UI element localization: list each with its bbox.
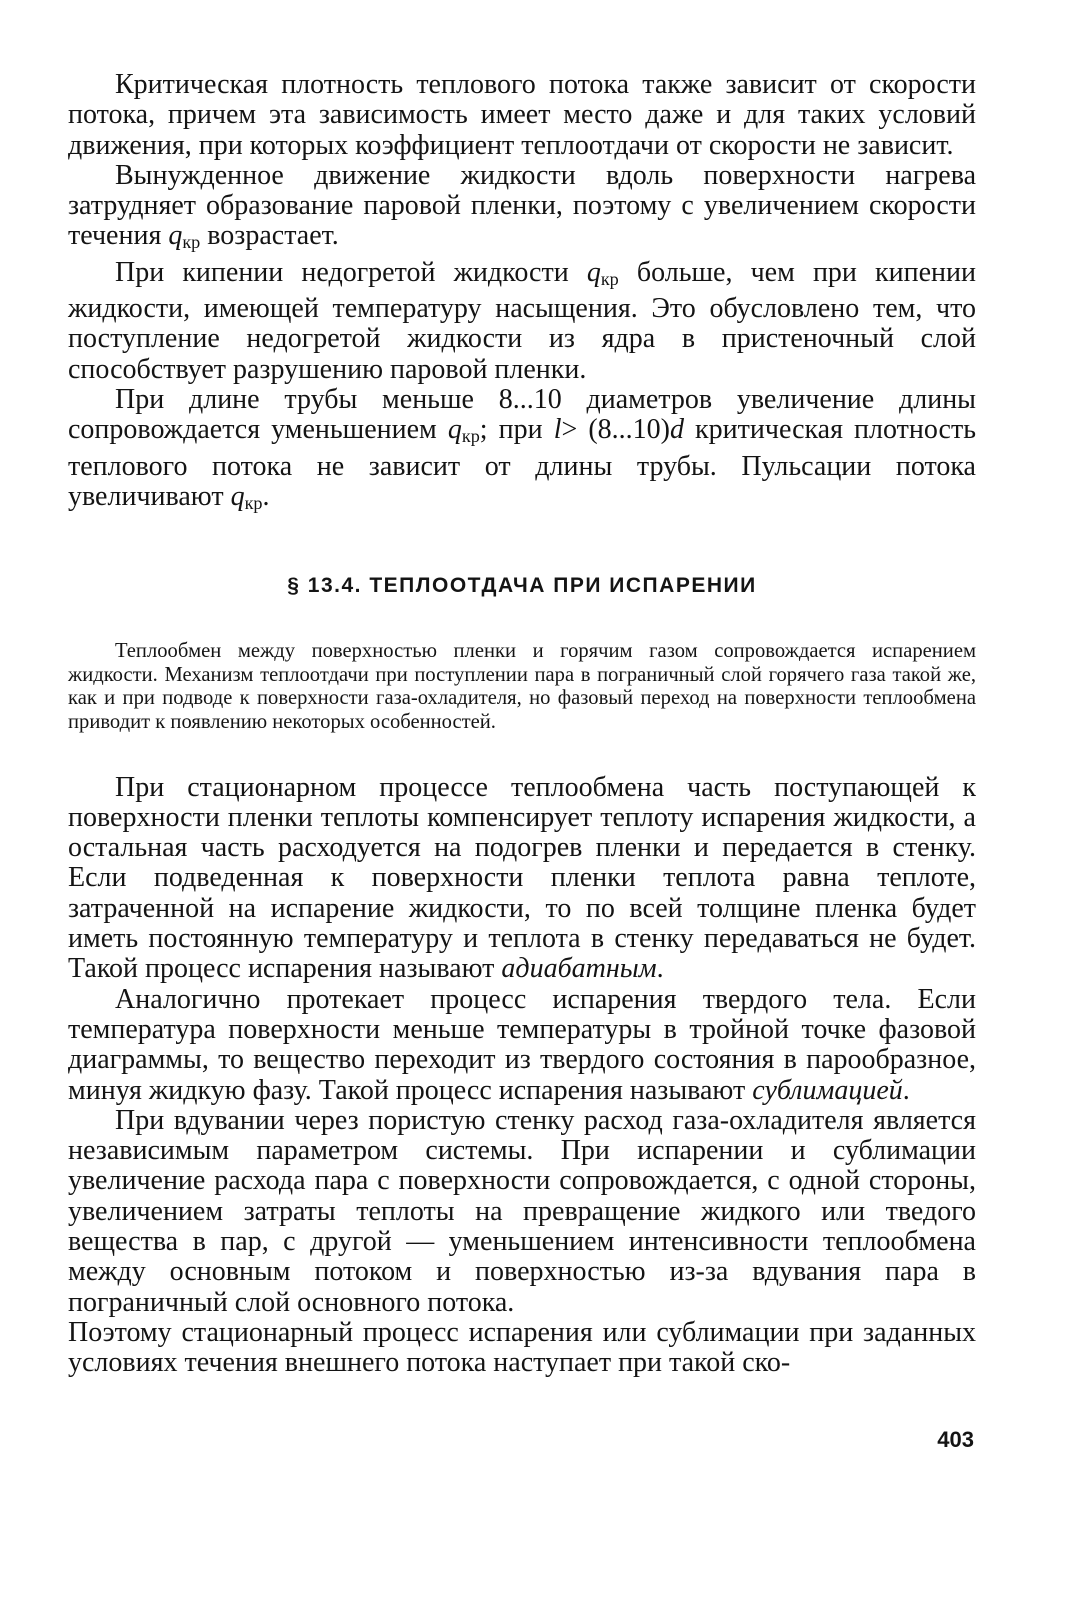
q-symbol: q xyxy=(168,220,183,252)
paragraph-critical-flux-velocity: Критическая плотность теплового потока также зависит от скорости потока, причем эта зависимость имеет место даже и для таких условий движения, при которых коэффициент теплоотдачи от скорости не зависит. xyxy=(68,69,976,161)
q-subscript: кр xyxy=(461,426,480,447)
paragraph-porous-wall: При вдувании через пористую стенку расход газа-охладителя является независимым параметром системы. При испарении и сублимации увеличение расхода пара с поверхности сопровождается, с одной стороны, увеличением затраты теплоты на превращение жидкого или тведого вещества в пар, с другой — уменьшением интенсивности теплообмена между основным потоком и поверхностью из-за вдувания пара в пограничный слой основного потока. xyxy=(68,1104,976,1318)
section-heading: § 13.4. ТЕПЛООТДАЧА ПРИ ИСПАРЕНИИ xyxy=(287,574,757,598)
section-abstract: Теплообмен между поверхностью пленки и горячим газом сопровождается испарением жидкости. Механизм теплоотдачи при поступлении пара в пограничный слой горячего газа такой же, как и при подводе к поверхности газа-охладителя, но фазовый переход на поверхности теплообмена приводит к появлению некоторых особенностей. xyxy=(68,640,976,733)
l-symbol: l xyxy=(553,414,562,446)
p2-text-before: Вынужденное движение жидкости вдоль поверхности нагрева затрудняет образование паровой пленки, поэтому с увеличением скорости течения xyxy=(68,159,976,252)
term-sublimation: сублимацией xyxy=(752,1074,903,1106)
p3-text-before: При кипении недогретой жидкости xyxy=(115,256,587,288)
q-subscript: кр xyxy=(600,268,619,289)
q-symbol: q xyxy=(447,414,462,446)
q-subscript: кр xyxy=(244,492,263,513)
page-number: 403 xyxy=(937,1427,974,1452)
p4-text-mid: ; при xyxy=(479,414,554,446)
q-subscript: кр xyxy=(182,232,201,253)
p5-text-before: При стационарном процессе теплообмена часть поступающей к поверхности пленки теплоты компенсирует теплоту испарения жидкости, а остальная часть расходуется на подогрев пленки и передается в стенку. Если подведенная к поверхности пленки теплота равна теплоте, затраченной на испарение жидкости, то по всей толщине пленка будет иметь постоянную температуру и теплота в стенку передаваться не будет. Такой процесс испарения называют xyxy=(68,771,976,985)
p6-text-after: . xyxy=(902,1074,910,1106)
top-text-block xyxy=(68,70,976,518)
p6-text-before: Аналогично протекает процесс испарения твердого тела. Если температура поверхности меньше температуры в тройной точке фазовой диаграммы, то вещество переходит из твердого состояния в парообразное, минуя жидкую фазу. Такой процесс испарения называют xyxy=(68,983,976,1106)
term-adiabatic: адиабатным xyxy=(501,953,657,985)
paragraph-stationary-process: Поэтому стационарный процесс испарения или сублимации при заданных условиях течения внешнего потока наступает при такой ско- xyxy=(68,1316,976,1379)
p4-text-after: критическая плотность теплового потока не зависит от длины трубы. Пульсации потока увеличивают xyxy=(68,414,976,512)
p4-text-end: . xyxy=(262,480,270,512)
paragraph-tube-length xyxy=(68,385,976,518)
q-symbol: q xyxy=(230,480,245,512)
bottom-text-block xyxy=(68,773,976,1379)
page-content xyxy=(68,70,976,1378)
paragraph-adiabatic xyxy=(68,773,976,985)
paragraph-sublimation xyxy=(68,985,976,1106)
d-symbol: d xyxy=(669,414,684,446)
p4-condition: > (8...10) xyxy=(561,414,670,446)
p5-text-after: . xyxy=(656,953,664,985)
p4-text-before: При длине трубы меньше 8...10 диаметров увеличение длины сопровождается уменьшением xyxy=(68,383,976,446)
paragraph-subcooled-boiling xyxy=(68,258,976,385)
paragraph-forced-motion xyxy=(68,161,976,258)
p3-text-after: больше, чем при кипении жидкости, имеющей температуру насыщения. Это обусловлено тем, что поступление недогретой жидкости из ядра в пристеночный слой способствует разрушению паровой пленки. xyxy=(68,256,976,385)
p2-text-after: возрастает. xyxy=(200,220,339,252)
q-symbol: q xyxy=(586,256,601,288)
